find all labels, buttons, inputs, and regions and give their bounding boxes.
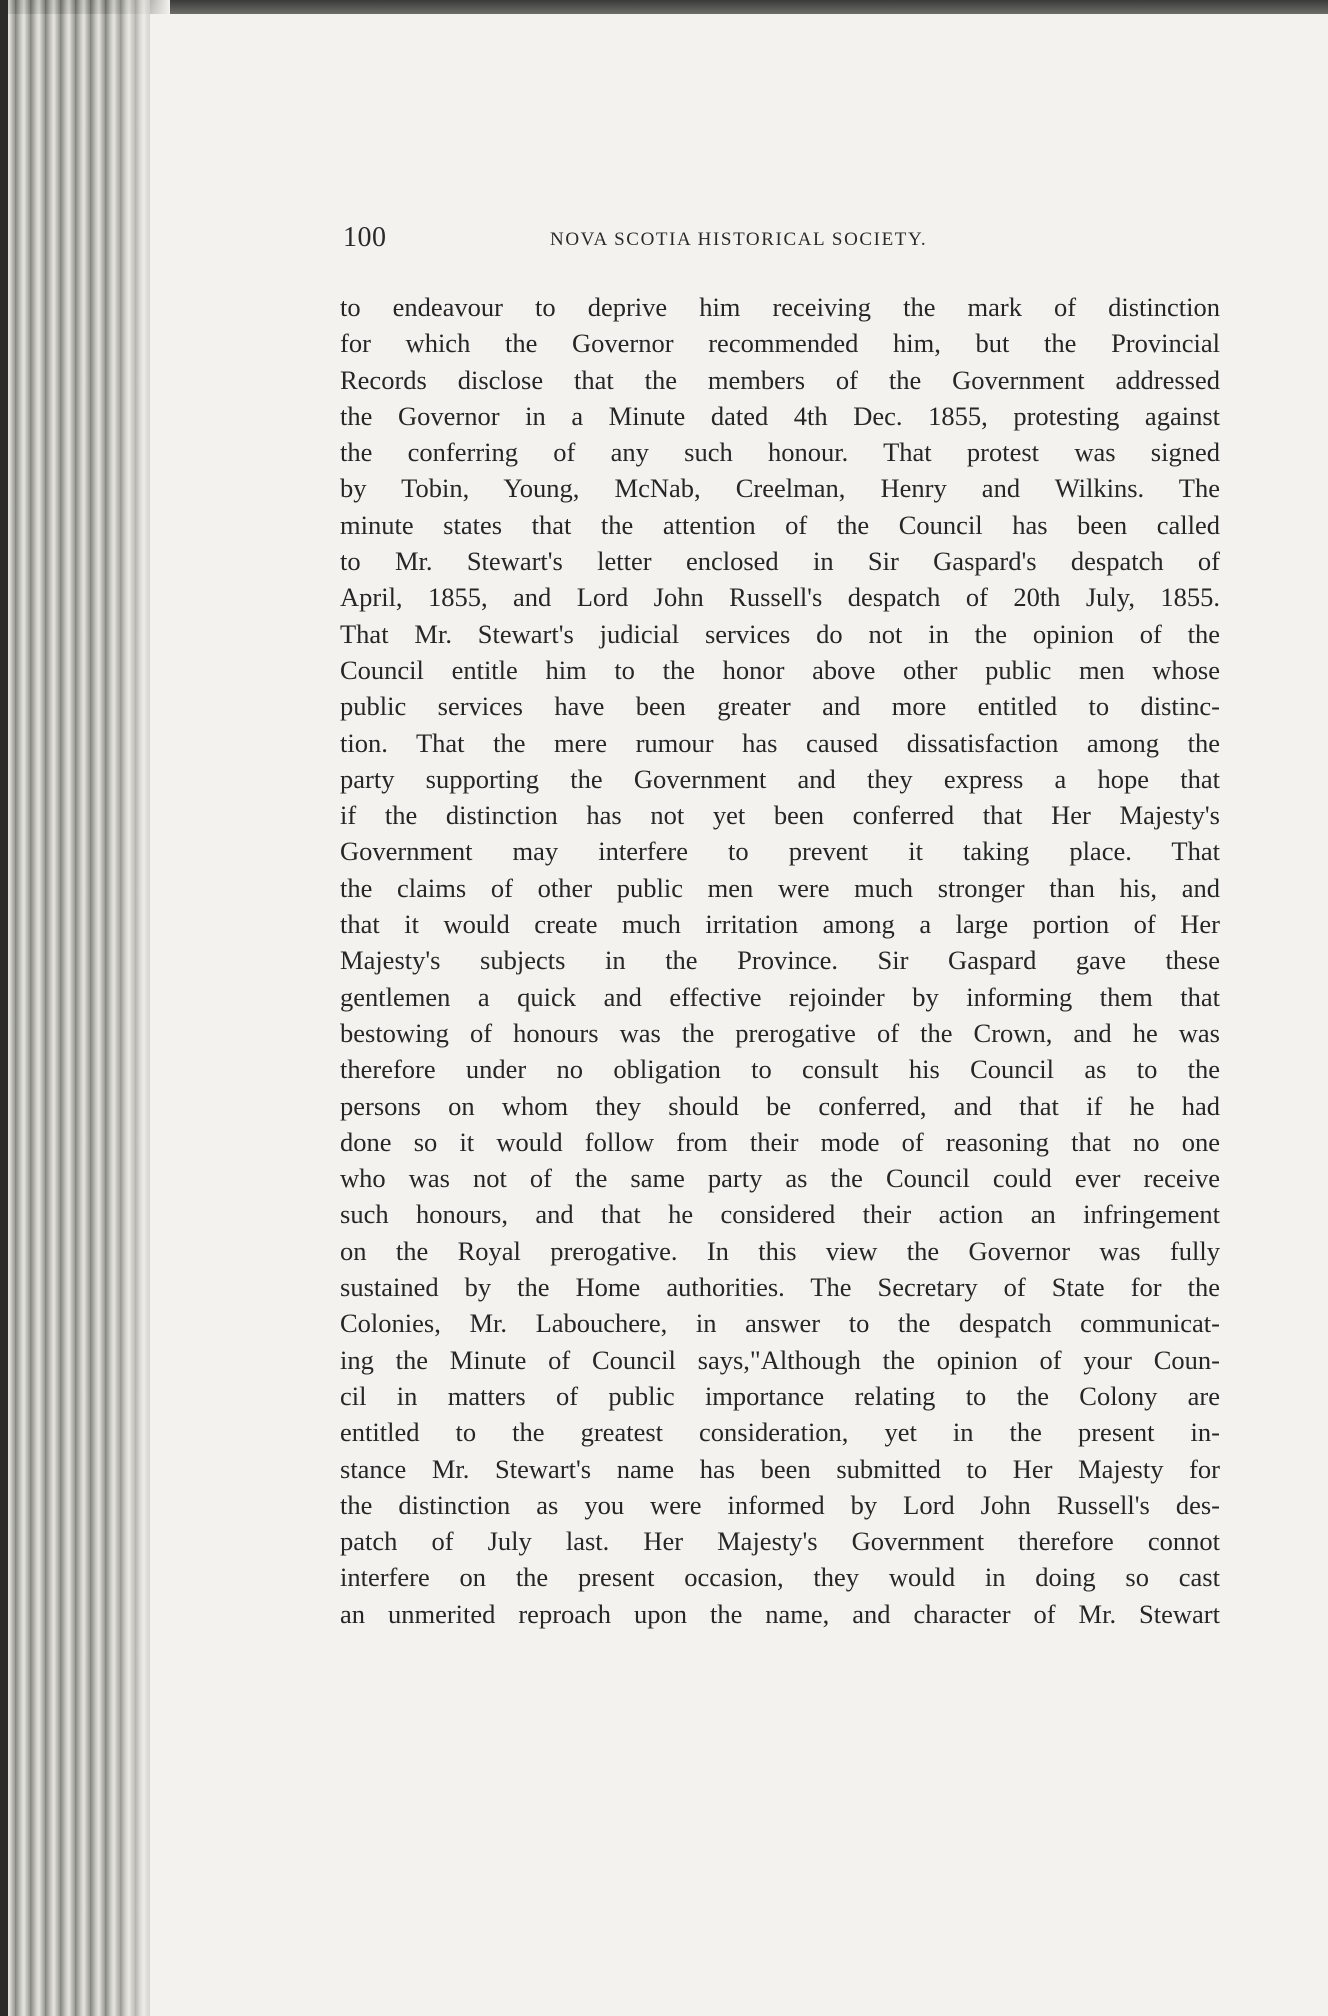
text-line: who was not of the same party as the Council could ever receive (340, 1163, 1220, 1194)
text-line: tion. That the mere rumour has caused dissatisfaction among the (340, 727, 1220, 758)
text-line: the claims of other public men were much stronger than his, and (340, 872, 1220, 903)
text-line: public services have been greater and more entitled to distinc- (340, 691, 1220, 722)
text-line: April, 1855, and Lord John Russell's despatch of 20th July, 1855. (340, 582, 1220, 613)
text-line: done so it would follow from their mode of reasoning that no one (340, 1126, 1220, 1157)
body-text (340, 289, 1220, 1632)
text-line: therefore under no obligation to consult his Council as to the (340, 1054, 1220, 1085)
text-line: Colonies, Mr. Labouchere, in answer to the despatch communicat- (340, 1308, 1220, 1339)
text-line: an unmerited reproach upon the name, and character of Mr. Stewart (340, 1598, 1220, 1629)
text-line: for which the Governor recommended him, but the Provincial (340, 328, 1220, 359)
text-line: such honours, and that he considered their action an infringement (340, 1199, 1220, 1230)
text-line: interfere on the present occasion, they would in doing so cast (340, 1562, 1220, 1593)
page-header (343, 222, 1219, 252)
spine-dark-edge (0, 0, 8, 2016)
text-line: sustained by the Home authorities. The Secretary of State for the (340, 1272, 1220, 1303)
text-line: bestowing of honours was the prerogative of the Crown, and he was (340, 1017, 1220, 1048)
text-line: Government may interfere to prevent it taking place. That (340, 836, 1220, 867)
text-line: minute states that the attention of the Council has been called (340, 509, 1220, 540)
scan-top-edge (0, 0, 1328, 14)
text-line: to endeavour to deprive him receiving the mark of distinction (340, 292, 1220, 322)
text-line: the Governor in a Minute dated 4th Dec. 1855, protesting against (340, 400, 1220, 431)
text-line: on the Royal prerogative. In this view the Governor was fully (340, 1235, 1220, 1266)
text-line: persons on whom they should be conferred, and that if he had (340, 1090, 1220, 1121)
running-head: NOVA SCOTIA HISTORICAL SOCIETY. (550, 229, 928, 250)
text-line: the conferring of any such honour. That protest was signed (340, 437, 1220, 468)
text-line: if the distinction has not yet been conferred that Her Majesty's (340, 800, 1220, 831)
text-line: Records disclose that the members of the Government addressed (340, 364, 1220, 395)
text-line: to Mr. Stewart's letter enclosed in Sir Gaspard's despatch of (340, 546, 1220, 577)
spine-shadow (110, 0, 170, 2016)
text-line: party supporting the Government and they express a hope that (340, 763, 1220, 794)
text-line: stance Mr. Stewart's name has been submitted to Her Majesty for (340, 1453, 1220, 1484)
text-line: that it would create much irritation among a large portion of Her (340, 909, 1220, 940)
text-line: ing the Minute of Council says,"Although the opinion of your Coun- (340, 1344, 1220, 1375)
text-line: entitled to the greatest consideration, yet in the present in- (340, 1417, 1220, 1448)
text-line: by Tobin, Young, McNab, Creelman, Henry and Wilkins. The (340, 473, 1220, 504)
text-line: Council entitle him to the honor above other public men whose (340, 654, 1220, 685)
page-number: 100 (343, 222, 387, 253)
text-line: gentlemen a quick and effective rejoinder by informing them that (340, 981, 1220, 1012)
text-line: the distinction as you were informed by Lord John Russell's des- (340, 1489, 1220, 1520)
text-line: cil in matters of public importance relating to the Colony are (340, 1380, 1220, 1411)
text-line: That Mr. Stewart's judicial services do not in the opinion of the (340, 618, 1220, 649)
text-line: Majesty's subjects in the Province. Sir Gaspard gave these (340, 945, 1220, 976)
text-line: patch of July last. Her Majesty's Government therefore connot (340, 1526, 1220, 1557)
